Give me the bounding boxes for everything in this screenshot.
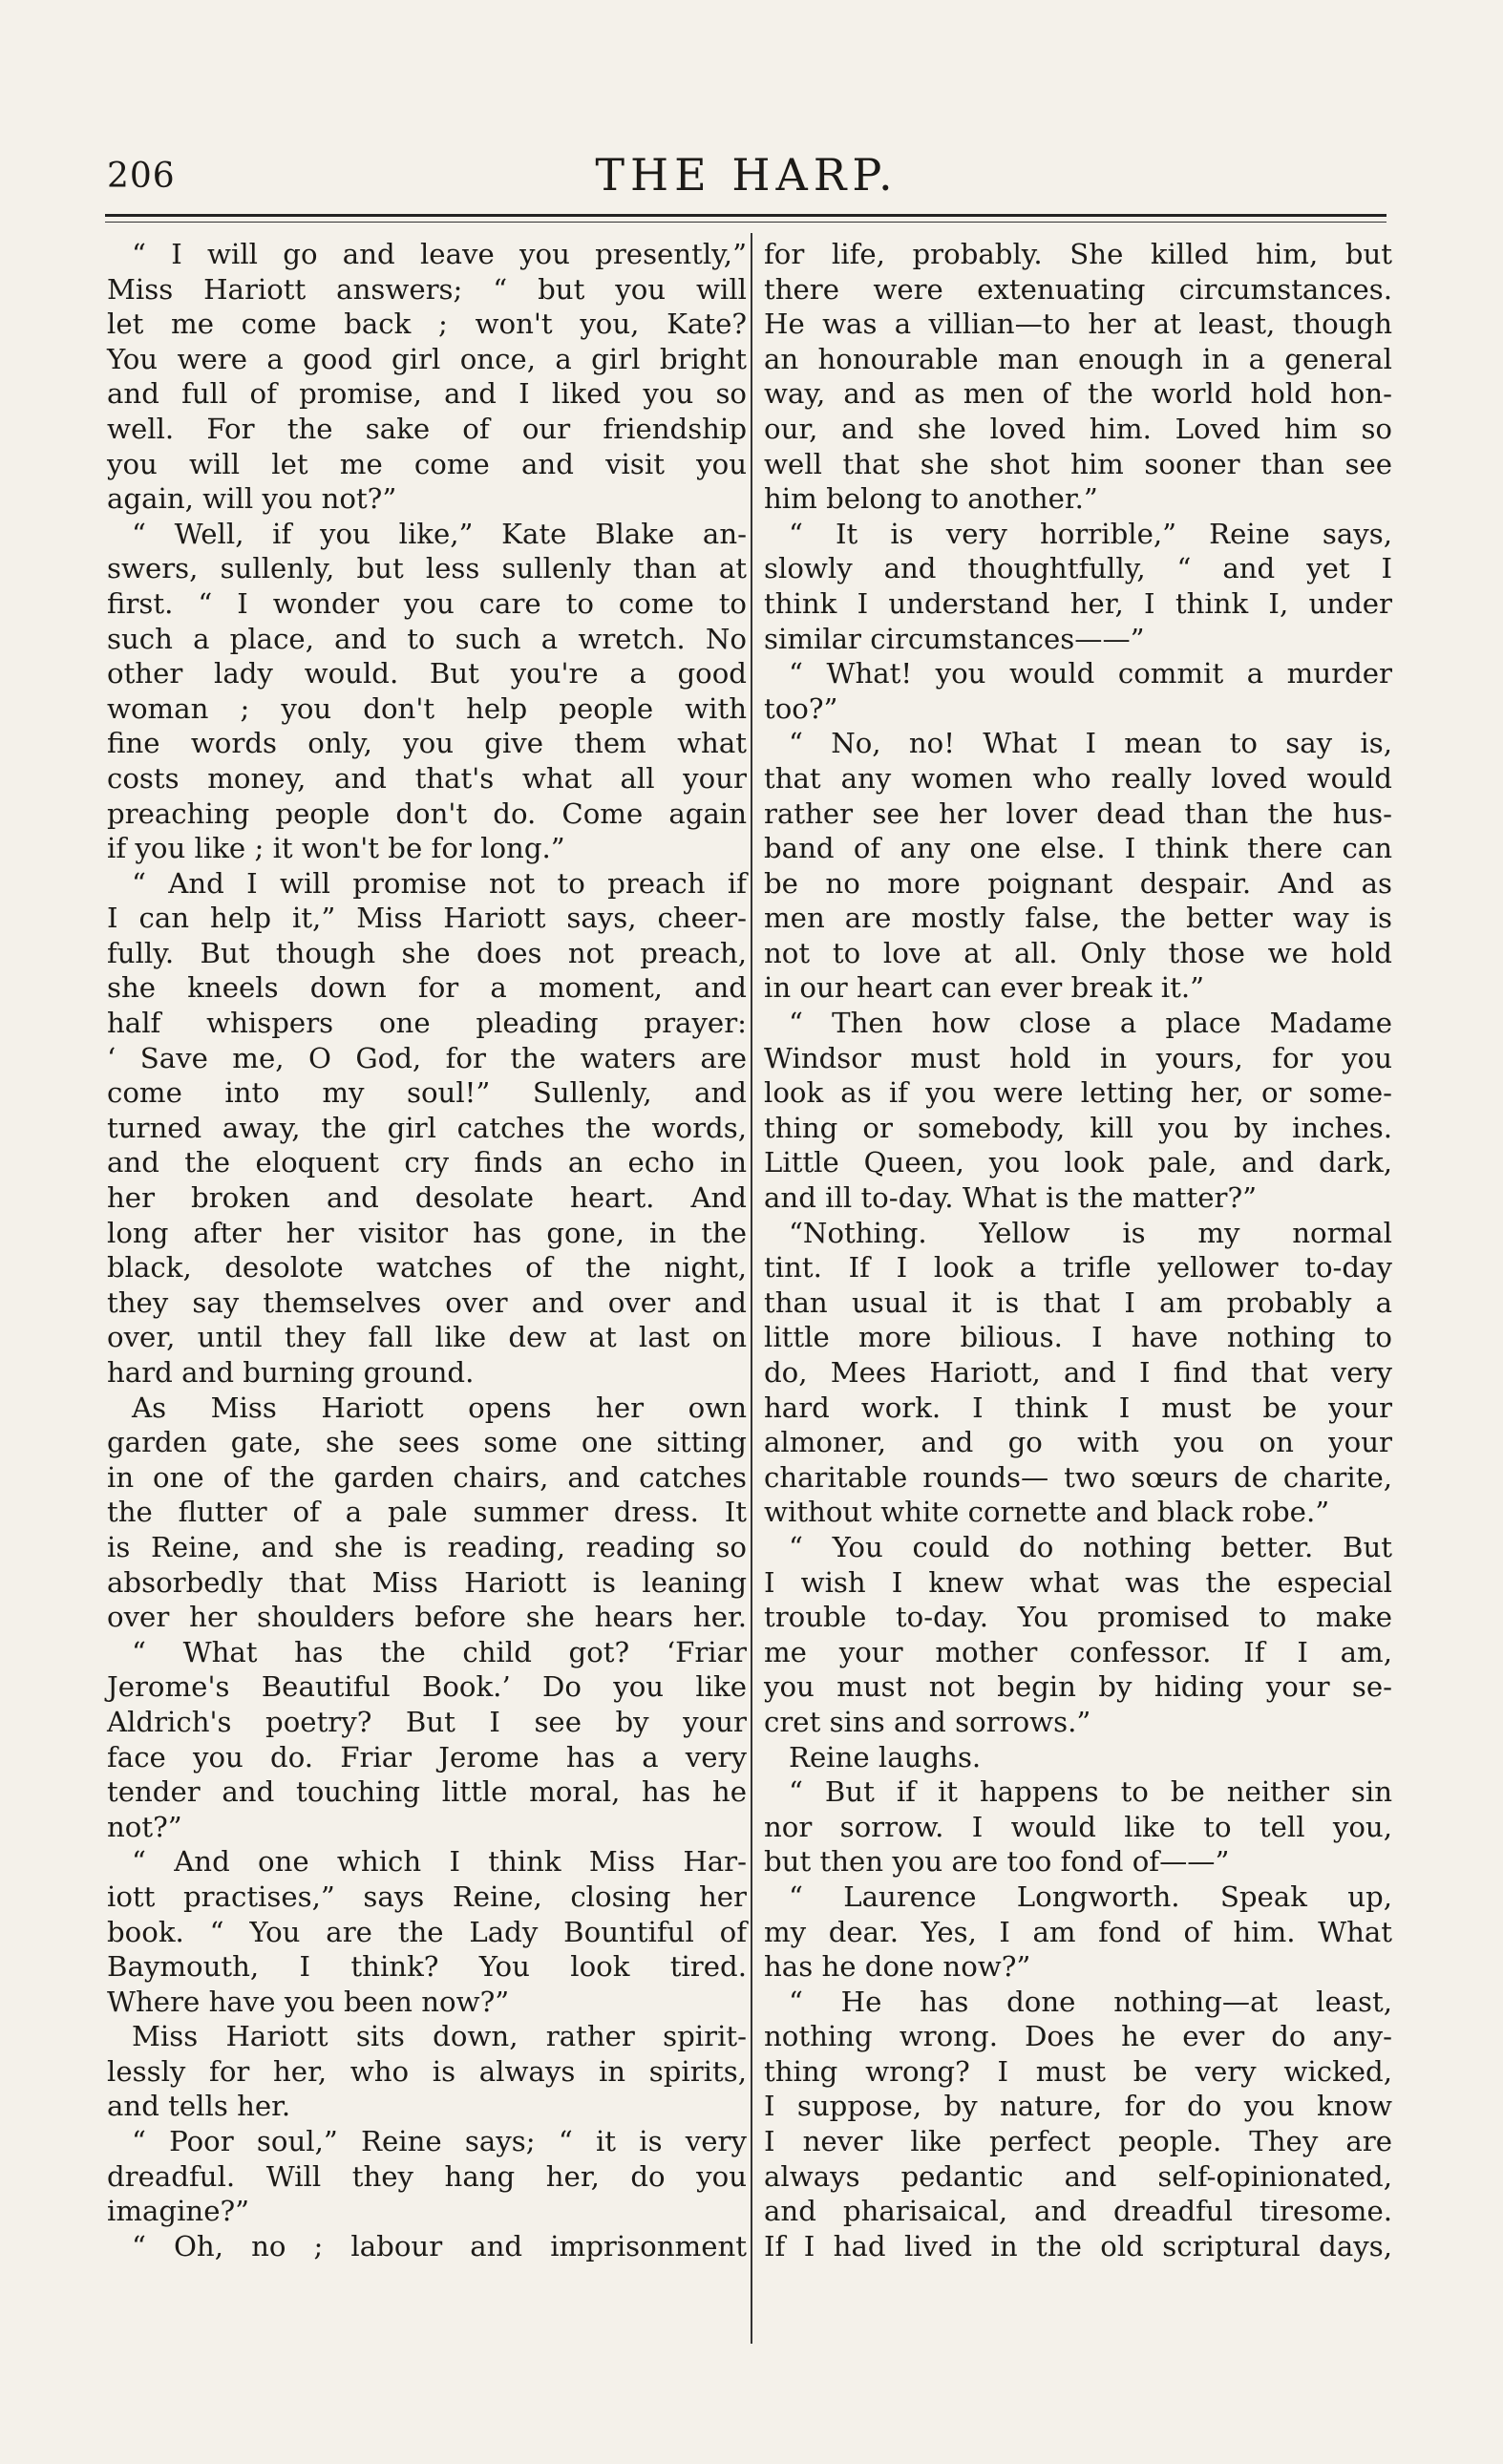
right-column (764, 237, 1392, 2338)
text-line: Where have you been now?” (107, 1985, 510, 2018)
text-line: “ What! you would commit a murder (789, 657, 1392, 690)
text-line: “ And one which I think Miss Har- (132, 1845, 747, 1879)
text-line: in our heart can ever break it.” (764, 971, 1205, 1005)
text-line: I wish I knew what was the especial (764, 1565, 1392, 1599)
text-line: “ He has done nothing—at least, (789, 1985, 1392, 2018)
text-line: other lady would. But you're a good (107, 657, 747, 690)
text-line: I never like perfect people. They are (764, 2125, 1392, 2158)
text-line: than usual it is that I am probably a (764, 1285, 1392, 1319)
text-line: and tells her. (107, 2090, 291, 2123)
text-line: swers, sullenly, but less sullenly than at (107, 552, 747, 585)
text-line: well that she shot him sooner than see (764, 447, 1392, 480)
text-line: cret sins and sorrows.” (764, 1705, 1091, 1738)
text-line: “ Then how close a place Madame (789, 1007, 1392, 1040)
text-line: dreadful. Will they hang her, do you (107, 2159, 747, 2193)
text-line: slowly and thoughtfully, “ and yet I (764, 552, 1392, 585)
text-line: face you do. Friar Jerome has a very (107, 1740, 747, 1774)
text-line: rather see her lover dead than the hus- (764, 797, 1392, 830)
text-line: “ Oh, no ; labour and imprisonment (132, 2229, 747, 2262)
text-line: an honourable man enough in a general (764, 342, 1392, 375)
text-line: her broken and desolate heart. And (107, 1181, 747, 1215)
text-line: Miss Hariott sits down, rather spirit- (132, 2020, 747, 2053)
text-line: nor sorrow. I would like to tell you, (764, 1810, 1392, 1843)
column-divider (751, 233, 752, 2344)
text-line: the flutter of a pale summer dress. It (107, 1496, 747, 1529)
text-line: almoner, and go with you on your (764, 1426, 1392, 1459)
text-line: such a place, and to such a wretch. No (107, 622, 747, 655)
left-column (107, 237, 747, 2338)
text-line: always pedantic and self-opinionated, (764, 2159, 1392, 2193)
text-line: woman ; you don't help people with (107, 691, 747, 725)
text-line: As Miss Hariott opens her own (132, 1391, 747, 1424)
text-line: “ And I will promise not to preach if (132, 866, 747, 900)
text-line: charitable rounds— two sœurs de charite, (764, 1460, 1392, 1494)
text-line: in one of the garden chairs, and catches (107, 1460, 747, 1494)
text-line: similar circumstances——” (764, 622, 1145, 655)
text-line: our, and she loved him. Loved him so (764, 412, 1392, 445)
text-line: imagine?” (107, 2195, 250, 2228)
text-line: black, desolote watches of the night, (107, 1251, 747, 1285)
text-line: tint. If I look a trifle yellower to-day (764, 1251, 1392, 1285)
text-line: not to love at all. Only those we hold (764, 936, 1392, 969)
text-line: there were extenuating circumstances. (764, 272, 1392, 306)
text-line: Jerome's Beautiful Book.’ Do you like (107, 1670, 747, 1704)
text-line: be no more poignant despair. And as (764, 866, 1392, 900)
text-line: “ I will go and leave you presently,” (132, 238, 747, 270)
header-rule (105, 214, 1387, 217)
text-line: nothing wrong. Does he ever do any- (764, 2020, 1392, 2053)
text-line: Miss Hariott answers; “ but you will (107, 272, 747, 306)
text-line: thing wrong? I must be very wicked, (764, 2054, 1392, 2088)
text-line: if you like ; it won't be for long.” (107, 832, 565, 865)
text-line: me your mother confessor. If I am, (764, 1635, 1392, 1668)
text-line: you will let me come and visit you (107, 447, 747, 480)
text-line: my dear. Yes, I am fond of him. What (764, 1915, 1392, 1948)
text-line: costs money, and that's what all your (107, 761, 747, 795)
text-line: ‘ Save me, O God, for the waters are (107, 1041, 747, 1074)
text-line: turned away, the girl catches the words, (107, 1111, 747, 1144)
running-title: THE HARP. (595, 149, 899, 201)
text-line: trouble to-day. You promised to make (764, 1601, 1392, 1634)
text-line: half whispers one pleading prayer: (107, 1007, 747, 1040)
text-line: but then you are too fond of——” (764, 1845, 1230, 1879)
text-line: look as if you were letting her, or some- (764, 1076, 1392, 1110)
text-line: iott practises,” says Reine, closing her (107, 1880, 747, 1913)
text-line: “ But if it happens to be neither sin (789, 1775, 1392, 1809)
text-line: “ No, no! What I mean to say is, (789, 727, 1392, 760)
text-line: think I understand her, I think I, under (764, 586, 1392, 620)
text-line: well. For the sake of our friendship (107, 412, 747, 445)
text-line: preaching people don't do. Come again (107, 797, 747, 830)
text-line: “ Poor soul,” Reine says; “ it is very (132, 2125, 747, 2158)
text-line: that any women who really loved would (764, 761, 1392, 795)
text-line: “ You could do nothing better. But (789, 1530, 1392, 1563)
text-line: has he done now?” (764, 1950, 1031, 1984)
text-line: they say themselves over and over and (107, 1285, 747, 1319)
text-line: she kneels down for a moment, and (107, 971, 747, 1005)
text-line: first. “ I wonder you care to come to (107, 586, 747, 620)
text-line: He was a villian—to her at least, though (764, 308, 1392, 341)
text-line: little more bilious. I have nothing to (764, 1321, 1392, 1354)
text-line: long after her visitor has gone, in the (107, 1216, 747, 1249)
text-line: fine words only, you give them what (107, 727, 747, 760)
page-number: 206 (107, 157, 176, 196)
text-line: is Reine, and she is reading, reading so (107, 1530, 747, 1563)
text-line: come into my soul!” Sullenly, and (107, 1076, 747, 1110)
text-line: and ill to-day. What is the matter?” (764, 1181, 1258, 1215)
text-line: over, until they fall like dew at last on (107, 1321, 747, 1354)
text-line: way, and as men of the world hold hon- (764, 377, 1392, 411)
text-line: Little Queen, you look pale, and dark, (764, 1146, 1392, 1179)
text-line: too?” (764, 691, 838, 725)
text-line: again, will you not?” (107, 482, 397, 516)
text-line: Reine laughs. (789, 1740, 982, 1774)
page-header (107, 143, 1387, 210)
text-line: Baymouth, I think? You look tired. (107, 1950, 747, 1984)
text-line: absorbedly that Miss Hariott is leaning (107, 1565, 747, 1599)
text-line: over her shoulders before she hears her. (107, 1601, 747, 1634)
text-line: garden gate, she sees some one sitting (107, 1426, 747, 1459)
text-line: “ It is very horrible,” Reine says, (789, 517, 1392, 550)
text-line: I suppose, by nature, for do you know (764, 2090, 1392, 2123)
text-line: him belong to another.” (764, 482, 1098, 516)
text-line: book. “ You are the Lady Bountiful of (107, 1915, 747, 1948)
text-line: hard and burning ground. (107, 1356, 475, 1389)
text-line: band of any one else. I think there can (764, 832, 1392, 865)
text-line: not?” (107, 1810, 182, 1843)
text-line: let me come back ; won't you, Kate? (107, 308, 747, 341)
text-line: “ What has the child got? ‘Friar (132, 1635, 747, 1668)
text-line: lessly for her, who is always in spirits, (107, 2054, 747, 2088)
text-line: “ Well, if you like,” Kate Blake an- (132, 517, 747, 550)
text-line: Windsor must hold in yours, for you (764, 1041, 1392, 1074)
text-line: You were a good girl once, a girl bright (107, 342, 747, 375)
text-line: and full of promise, and I liked you so (107, 377, 747, 411)
text-line: I can help it,” Miss Hariott says, cheer- (107, 902, 747, 935)
text-line: hard work. I think I must be your (764, 1391, 1392, 1424)
text-line: fully. But though she does not preach, (107, 936, 747, 969)
text-line: without white cornette and black robe.” (764, 1496, 1330, 1529)
text-line: and the eloquent cry finds an echo in (107, 1146, 747, 1179)
text-line: “ Laurence Longworth. Speak up, (789, 1880, 1392, 1913)
text-line: tender and touching little moral, has he (107, 1775, 747, 1809)
text-line: If I had lived in the old scriptural days, (764, 2229, 1392, 2262)
text-line: for life, probably. She killed him, but (764, 238, 1392, 270)
text-line: thing or somebody, kill you by inches. (764, 1111, 1392, 1144)
text-line: you must not begin by hiding your se- (764, 1670, 1392, 1704)
text-line: do, Mees Hariott, and I find that very (764, 1356, 1392, 1389)
text-line: Aldrich's poetry? But I see by your (107, 1705, 747, 1738)
header-rule-thin (105, 222, 1387, 223)
text-line: men are mostly false, the better way is (764, 902, 1392, 935)
text-line: “Nothing. Yellow is my normal (789, 1216, 1392, 1249)
text-line: and pharisaical, and dreadful tiresome. (764, 2195, 1392, 2228)
